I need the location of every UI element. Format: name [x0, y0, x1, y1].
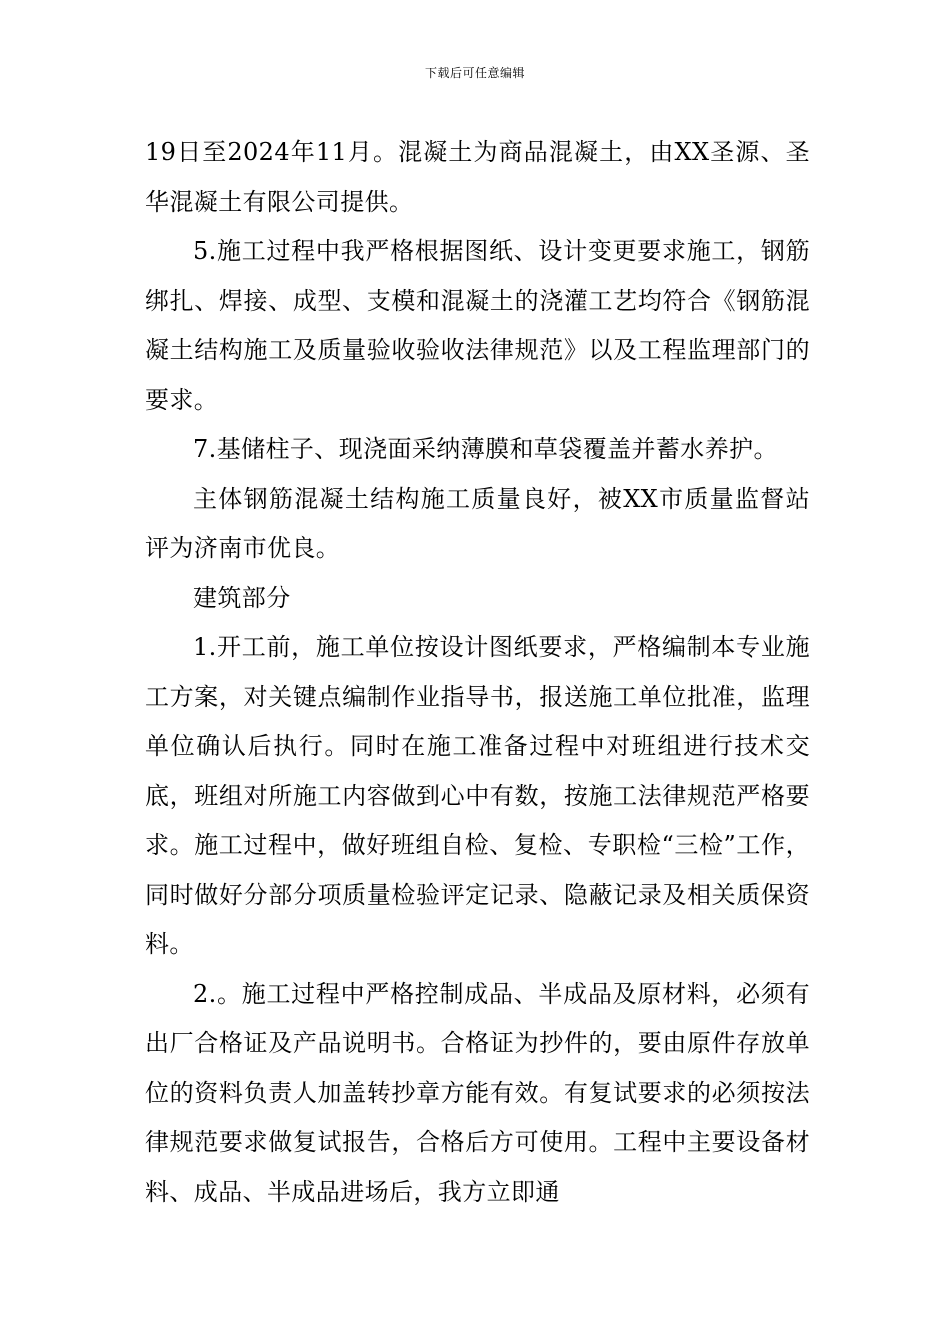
paragraph-3: 7.基储柱子、现浇面采纳薄膜和草袋覆盖并蓄水养护。 — [193, 435, 778, 463]
paragraph-1: 19日至2024年11月。混凝土为商品混凝土，由XX圣源、圣华混凝土有限公司提供。 — [145, 138, 810, 216]
paragraph-4: 主体钢筋混凝土结构施工质量良好，被XX市质量监督站评为济南市优良。 — [145, 484, 810, 562]
paragraph-6: 2.。施工过程中严格控制成品、半成品及原材料，必须有出厂合格证及产品说明书。合格证为抄件的，要由原件存放单位的资料负责人加盖转抄章方能有效。有复试要求的必须按法律规范要求做复试报告，合格后方可使用。工程中主要设备材料、成品、半成品进场后，我方立即通 — [145, 979, 810, 1206]
section-heading: 建筑部分 — [193, 583, 291, 612]
document-body — [145, 128, 810, 1217]
page-header: 下载后可任意编辑 — [424, 66, 525, 80]
paragraph-5: 1.开工前，施工单位按设计图纸要求，严格编制本专业施工方案，对关键点编制作业指导书，报送施工单位批准，监理单位确认后执行。同时在施工准备过程中对班组进行技术交底，班组对所施工内容做到心中有数，按施工法律规范严格要求。施工过程中，做好班组自检、复检、专职检“三检”工作，同时做好分部分项质量检验评定记录、隐蔽记录及相关质保资料。 — [145, 633, 810, 958]
paragraph-2: 5.施工过程中我严格根据图纸、设计变更要求施工，钢筋绑扎、焊接、成型、支模和混凝土的浇灌工艺均符合《钢筋混凝土结构施工及质量验收验收法律规范》以及工程监理部门的要求。 — [145, 237, 810, 414]
